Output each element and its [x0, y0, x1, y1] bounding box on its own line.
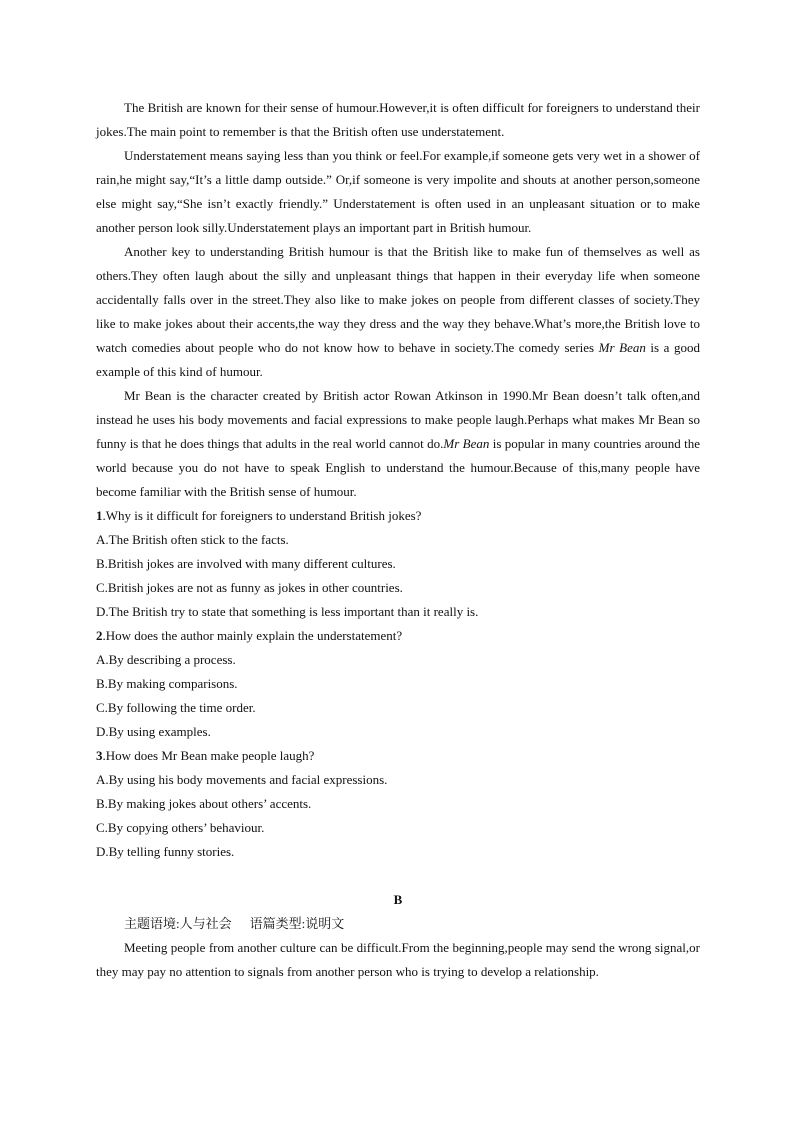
option-c: C.By copying others’ behaviour. [96, 820, 265, 835]
option-d: D.By telling funny stories. [96, 844, 235, 859]
genre-label: 语篇类型:说明文 [249, 916, 345, 931]
option-d: D.By using examples. [96, 724, 211, 739]
option-a: A.By describing a process. [96, 652, 236, 667]
passage-a-paragraph-4 [96, 384, 700, 504]
option-c: C.British jokes are not as funny as jokes in other countries. [96, 580, 403, 595]
option-b: B.By making jokes about others’ accents. [96, 796, 312, 811]
option-b: B.By making comparisons. [96, 676, 238, 691]
theme-label: 主题语境:人与社会 [124, 916, 232, 931]
passage-b-paragraph-1: Meeting people from another culture can be difficult.From the beginning,people may send the wrong signal,or they may pay no attention to signals from another person who is trying to develop a relationship. [96, 940, 700, 979]
question-text: .Why is it difficult for foreigners to understand British jokes? [102, 508, 422, 523]
passage-a-paragraph-1: The British are known for their sense of humour.However,it is often difficult for foreigners to understand their jokes.The main point to remember is that the British often use understatement. [96, 100, 700, 139]
paragraph-text: Another key to understanding British humour is that the British like to make fun of themselves as well as others.They often laugh about the silly and unpleasant things that happen in their everyday life when someone accidentally falls over in the street.They also like to make jokes on people from different classes of society.They like to make jokes about their accents,the way they dress and the way they behave.What’s more,the British love to watch comedies about people who do not know how to behave in society.The comedy series [96, 244, 700, 355]
question-stem [96, 744, 700, 768]
question-number: 3 [96, 748, 103, 763]
option-a: A.The British often stick to the facts. [96, 532, 289, 547]
paragraph-text: Mr Bean is the character created by British actor Rowan Atkinson in 1990.Mr Bean doesn’t talk often,and instead he uses his body movements and facial expressions to make people laugh.Perhaps what makes Mr Bean so funny is that he does things that adults in the real world cannot do. [96, 388, 700, 451]
series-title: Mr Bean [443, 436, 490, 451]
section-b-meta [96, 912, 700, 936]
question-1 [96, 504, 700, 624]
paragraph-text: is a good example of this kind of humour. [96, 340, 700, 379]
question-text: .How does the author mainly explain the understatement? [102, 628, 403, 643]
series-title: Mr Bean [598, 340, 646, 355]
passage-a-paragraph-2: Understatement means saying less than you think or feel.For example,if someone gets very wet in a shower of rain,he might say,“It’s a little damp outside.” Or,if someone is very impolite and shouts at another person,someone else might say,“She isn’t exactly friendly.” Understatement is often used in an unpleasant situation or to make another person look silly.Understatement plays an important part in British humour. [96, 148, 700, 235]
question-text: .How does Mr Bean make people laugh? [102, 748, 315, 763]
question-stem [96, 504, 700, 528]
question-number: 1 [96, 508, 103, 523]
section-b-heading: B [393, 892, 403, 907]
passage-a-paragraph-3 [96, 240, 700, 384]
question-3 [96, 744, 700, 864]
option-b: B.British jokes are involved with many different cultures. [96, 556, 396, 571]
option-c: C.By following the time order. [96, 700, 256, 715]
option-a: A.By using his body movements and facial expressions. [96, 772, 388, 787]
option-d: D.The British try to state that something is less important than it really is. [96, 604, 479, 619]
question-stem [96, 624, 700, 648]
question-2 [96, 624, 700, 744]
paragraph-text: is popular in many countries around the world because you do not have to speak English to understand the humour.Because of this,many people have become familiar with the British sense of humour. [96, 436, 700, 499]
question-number: 2 [96, 628, 103, 643]
text-block [96, 96, 700, 984]
